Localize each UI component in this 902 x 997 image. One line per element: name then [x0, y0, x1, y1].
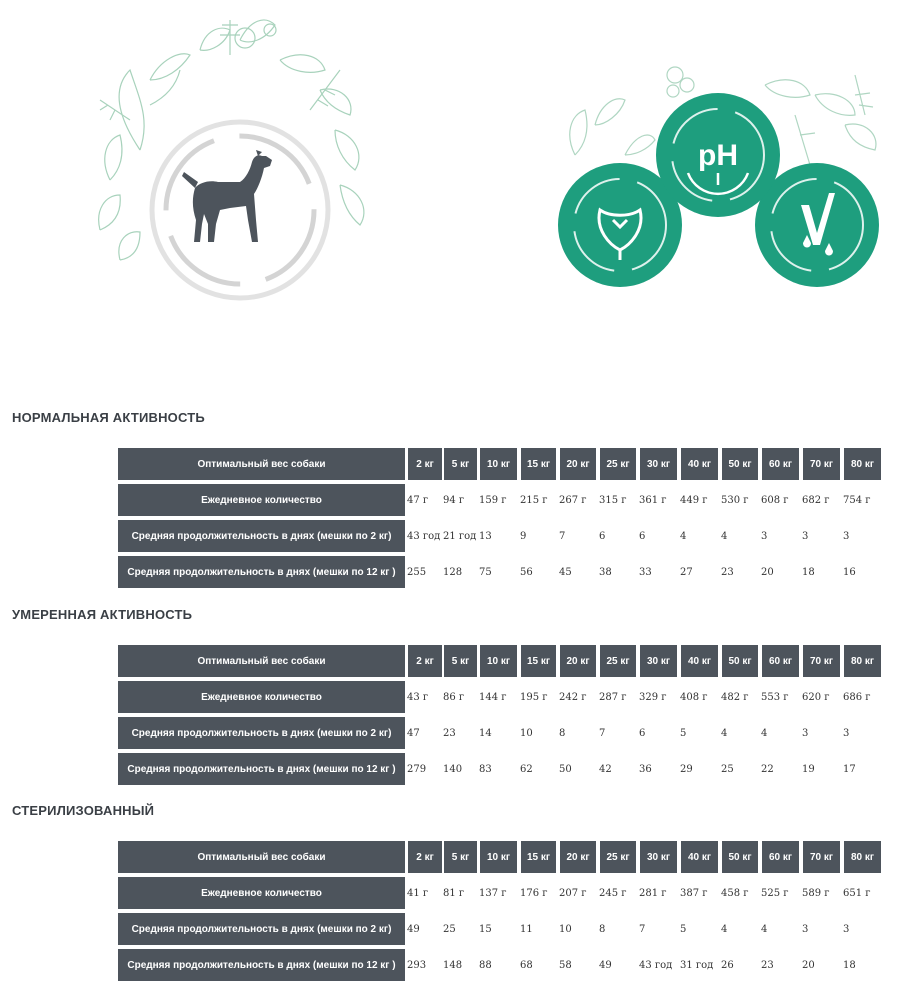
value-cell: 3	[802, 727, 809, 739]
weight-header-cell: 40 кг	[681, 645, 718, 677]
row-label: Оптимальный вес собаки	[118, 448, 405, 480]
value-cell: 17	[843, 763, 856, 775]
weight-header-cell: 30 кг	[640, 448, 677, 480]
weight-header-cell: 80 кг	[844, 841, 881, 873]
value-cell: 26	[721, 959, 734, 971]
weight-header-cell: 2 кг	[408, 448, 442, 480]
value-cell: 159 г	[479, 494, 507, 506]
value-cell: 14	[479, 727, 492, 739]
value-cell: 25	[721, 763, 734, 775]
value-cell: 23	[443, 727, 456, 739]
value-cell: 3	[843, 923, 850, 935]
weight-header-cell: 50 кг	[722, 841, 758, 873]
value-cell: 41 г	[407, 887, 429, 899]
value-cell: 387 г	[680, 887, 708, 899]
weight-header-cell: 10 кг	[480, 448, 517, 480]
value-cell: 287 г	[599, 691, 627, 703]
value-cell: 47 г	[407, 494, 429, 506]
value-cell: 3	[802, 530, 809, 542]
value-cell: 49	[407, 923, 420, 935]
value-cell: 7	[599, 727, 606, 739]
value-cell: 43 г	[407, 691, 429, 703]
value-cell: 255	[407, 566, 427, 578]
value-cell: 281 г	[639, 887, 667, 899]
value-cell: 6	[599, 530, 606, 542]
value-cell: 4	[761, 727, 768, 739]
weight-header-cell: 2 кг	[408, 841, 442, 873]
weight-header-cell: 40 кг	[681, 448, 718, 480]
value-cell: 267 г	[559, 494, 587, 506]
value-cell: 279	[407, 763, 427, 775]
section-title: СТЕРИЛИЗОВАННЫЙ	[12, 803, 155, 818]
value-cell: 20	[802, 959, 815, 971]
value-cell: 86 г	[443, 691, 465, 703]
value-cell: 682 г	[802, 494, 830, 506]
row-label: Средняя продолжительность в днях (мешки по 2 кг)	[118, 717, 405, 749]
weight-header-cell: 60 кг	[762, 645, 799, 677]
row-label: Оптимальный вес собаки	[118, 645, 405, 677]
value-cell: 148	[443, 959, 463, 971]
value-cell: 43 год	[407, 530, 441, 542]
value-cell: 408 г	[680, 691, 708, 703]
weight-header-cell: 15 кг	[521, 841, 556, 873]
value-cell: 5	[680, 727, 687, 739]
value-cell: 4	[761, 923, 768, 935]
value-cell: 449 г	[680, 494, 708, 506]
value-cell: 50	[559, 763, 572, 775]
value-cell: 45	[559, 566, 572, 578]
value-cell: 18	[843, 959, 856, 971]
value-cell: 10	[520, 727, 533, 739]
value-cell: 94 г	[443, 494, 465, 506]
value-cell: 49	[599, 959, 612, 971]
value-cell: 207 г	[559, 887, 587, 899]
weight-header-cell: 50 кг	[722, 645, 758, 677]
value-cell: 27	[680, 566, 693, 578]
value-cell: 38	[599, 566, 612, 578]
value-cell: 7	[559, 530, 566, 542]
weight-header-cell: 15 кг	[521, 645, 556, 677]
value-cell: 144 г	[479, 691, 507, 703]
value-cell: 21 год	[443, 530, 477, 542]
value-cell: 361 г	[639, 494, 667, 506]
ph-circle	[656, 93, 780, 217]
weight-header-cell: 10 кг	[480, 645, 517, 677]
weight-header-cell: 70 кг	[803, 841, 840, 873]
value-cell: 5	[680, 923, 687, 935]
value-cell: 651 г	[843, 887, 871, 899]
value-cell: 4	[680, 530, 687, 542]
weight-header-cell: 25 кг	[600, 448, 636, 480]
value-cell: 15	[479, 923, 492, 935]
value-cell: 18	[802, 566, 815, 578]
row-label: Средняя продолжительность в днях (мешки по 12 кг )	[118, 556, 405, 588]
value-cell: 686 г	[843, 691, 871, 703]
weight-header-cell: 40 кг	[681, 841, 718, 873]
weight-header-cell: 5 кг	[444, 448, 477, 480]
value-cell: 62	[520, 763, 533, 775]
value-cell: 81 г	[443, 887, 465, 899]
value-cell: 88	[479, 959, 492, 971]
value-cell: 3	[843, 727, 850, 739]
value-cell: 47	[407, 727, 420, 739]
value-cell: 3	[761, 530, 768, 542]
value-cell: 589 г	[802, 887, 830, 899]
value-cell: 9	[520, 530, 527, 542]
weight-header-cell: 80 кг	[844, 645, 881, 677]
value-cell: 23	[761, 959, 774, 971]
value-cell: 195 г	[520, 691, 548, 703]
value-cell: 6	[639, 727, 646, 739]
row-label: Средняя продолжительность в днях (мешки по 12 кг )	[118, 949, 405, 981]
weight-header-cell: 15 кг	[521, 448, 556, 480]
weight-header-cell: 5 кг	[444, 841, 477, 873]
weight-header-cell: 80 кг	[844, 448, 881, 480]
weight-header-cell: 20 кг	[560, 841, 596, 873]
value-cell: 58	[559, 959, 572, 971]
row-label: Ежедневное количество	[118, 484, 405, 516]
value-cell: 29	[680, 763, 693, 775]
value-cell: 25	[443, 923, 456, 935]
value-cell: 4	[721, 923, 728, 935]
value-cell: 33	[639, 566, 652, 578]
weight-header-cell: 60 кг	[762, 448, 799, 480]
value-cell: 482 г	[721, 691, 749, 703]
value-cell: 137 г	[479, 887, 507, 899]
weight-header-cell: 70 кг	[803, 448, 840, 480]
value-cell: 242 г	[559, 691, 587, 703]
value-cell: 36	[639, 763, 652, 775]
value-cell: 42	[599, 763, 612, 775]
value-cell: 16	[843, 566, 856, 578]
weight-header-cell: 20 кг	[560, 645, 596, 677]
weight-header-cell: 70 кг	[803, 645, 840, 677]
weight-header-cell: 25 кг	[600, 645, 636, 677]
value-cell: 754 г	[843, 494, 871, 506]
value-cell: 13	[479, 530, 492, 542]
value-cell: 553 г	[761, 691, 789, 703]
value-cell: 215 г	[520, 494, 548, 506]
value-cell: 10	[559, 923, 572, 935]
weight-header-cell: 10 кг	[480, 841, 517, 873]
value-cell: 245 г	[599, 887, 627, 899]
value-cell: 56	[520, 566, 533, 578]
weight-header-cell: 20 кг	[560, 448, 596, 480]
weight-header-cell: 2 кг	[408, 645, 442, 677]
value-cell: 23	[721, 566, 734, 578]
section-title: УМЕРЕННАЯ АКТИВНОСТЬ	[12, 607, 193, 622]
ph-label: pH	[698, 139, 738, 172]
value-cell: 315 г	[599, 494, 627, 506]
value-cell: 8	[599, 923, 606, 935]
value-cell: 19	[802, 763, 815, 775]
dog-herbs-illustration	[80, 10, 400, 310]
weight-header-cell: 25 кг	[600, 841, 636, 873]
value-cell: 8	[559, 727, 566, 739]
value-cell: 68	[520, 959, 533, 971]
weight-header-cell: 30 кг	[640, 841, 677, 873]
weight-header-cell: 60 кг	[762, 841, 799, 873]
outer-ring	[152, 122, 328, 298]
row-label: Средняя продолжительность в днях (мешки по 2 кг)	[118, 913, 405, 945]
section-title: НОРМАЛЬНАЯ АКТИВНОСТЬ	[12, 410, 205, 425]
value-cell: 608 г	[761, 494, 789, 506]
value-cell: 140	[443, 763, 463, 775]
value-cell: 329 г	[639, 691, 667, 703]
value-cell: 20	[761, 566, 774, 578]
ph-benefits-illustration	[555, 55, 890, 300]
row-label: Средняя продолжительность в днях (мешки по 2 кг)	[118, 520, 405, 552]
value-cell: 620 г	[802, 691, 830, 703]
row-label: Ежедневное количество	[118, 877, 405, 909]
row-label: Ежедневное количество	[118, 681, 405, 713]
value-cell: 31 год	[680, 959, 714, 971]
value-cell: 458 г	[721, 887, 749, 899]
value-cell: 7	[639, 923, 646, 935]
value-cell: 293	[407, 959, 427, 971]
value-cell: 83	[479, 763, 492, 775]
weight-header-cell: 50 кг	[722, 448, 758, 480]
value-cell: 6	[639, 530, 646, 542]
value-cell: 3	[802, 923, 809, 935]
value-cell: 525 г	[761, 887, 789, 899]
value-cell: 4	[721, 530, 728, 542]
value-cell: 11	[520, 923, 533, 935]
value-cell: 43 год	[639, 959, 673, 971]
value-cell: 530 г	[721, 494, 749, 506]
value-cell: 75	[479, 566, 492, 578]
weight-header-cell: 30 кг	[640, 645, 677, 677]
row-label: Оптимальный вес собаки	[118, 841, 405, 873]
value-cell: 176 г	[520, 887, 548, 899]
weight-header-cell: 5 кг	[444, 645, 477, 677]
row-label: Средняя продолжительность в днях (мешки по 12 кг )	[118, 753, 405, 785]
value-cell: 3	[843, 530, 850, 542]
value-cell: 128	[443, 566, 463, 578]
value-cell: 22	[761, 763, 774, 775]
value-cell: 4	[721, 727, 728, 739]
